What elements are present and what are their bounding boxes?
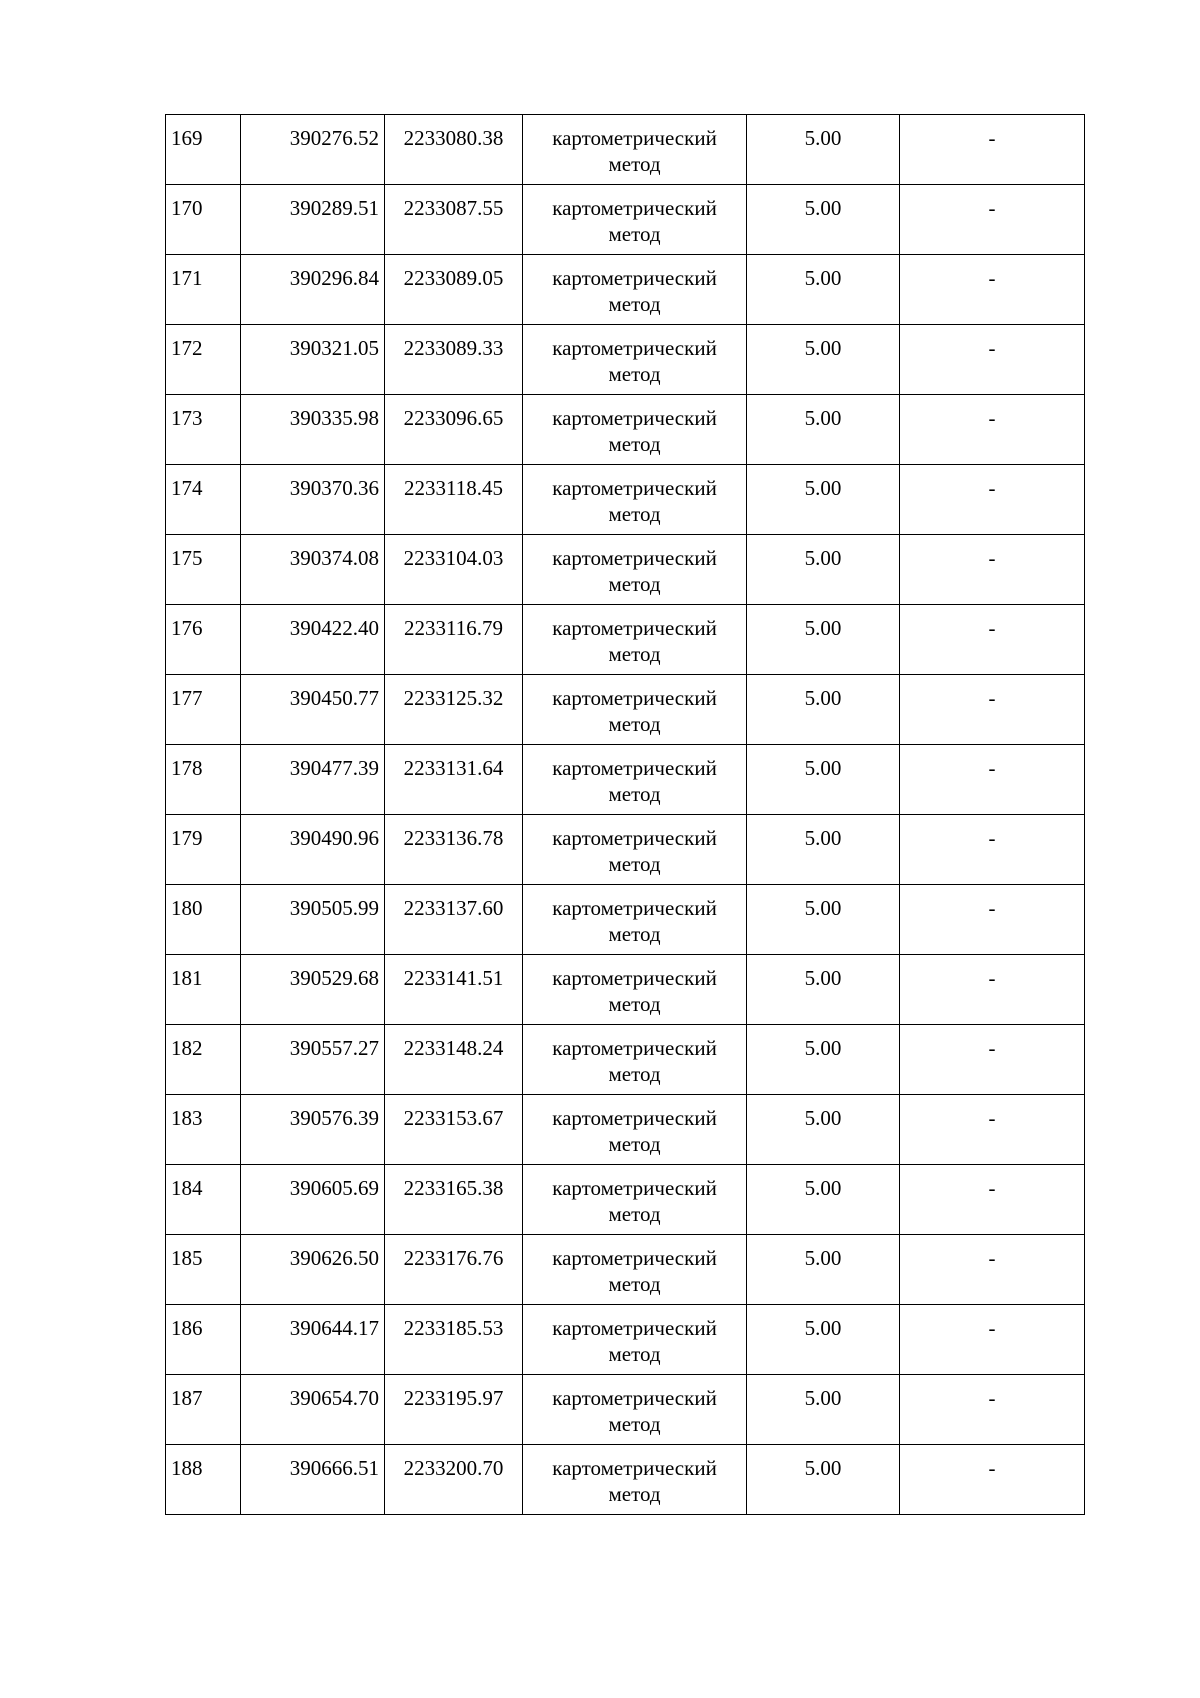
accuracy-cell: 5.00 xyxy=(747,1235,900,1305)
point-number-cell: 178 xyxy=(166,745,241,815)
method-cell: картометрический метод xyxy=(523,465,747,535)
description-cell: - xyxy=(900,255,1085,325)
description-cell: - xyxy=(900,325,1085,395)
point-number-cell: 169 xyxy=(166,115,241,185)
x-coordinate-cell: 390289.51 xyxy=(241,185,385,255)
y-coordinate-cell: 2233080.38 xyxy=(385,115,523,185)
table-row xyxy=(166,1025,1085,1095)
y-coordinate-cell: 2233131.64 xyxy=(385,745,523,815)
accuracy-cell: 5.00 xyxy=(747,325,900,395)
table-row xyxy=(166,465,1085,535)
table-row xyxy=(166,885,1085,955)
table-row xyxy=(166,955,1085,1025)
point-number-cell: 187 xyxy=(166,1375,241,1445)
x-coordinate-cell: 390654.70 xyxy=(241,1375,385,1445)
method-cell: картометрический метод xyxy=(523,605,747,675)
method-cell: картометрический метод xyxy=(523,815,747,885)
description-cell: - xyxy=(900,1095,1085,1165)
y-coordinate-cell: 2233153.67 xyxy=(385,1095,523,1165)
method-cell: картометрический метод xyxy=(523,1025,747,1095)
accuracy-cell: 5.00 xyxy=(747,675,900,745)
accuracy-cell: 5.00 xyxy=(747,1165,900,1235)
point-number-cell: 170 xyxy=(166,185,241,255)
method-cell: картометрический метод xyxy=(523,115,747,185)
y-coordinate-cell: 2233096.65 xyxy=(385,395,523,465)
table-row xyxy=(166,1165,1085,1235)
y-coordinate-cell: 2233195.97 xyxy=(385,1375,523,1445)
y-coordinate-cell: 2233089.05 xyxy=(385,255,523,325)
y-coordinate-cell: 2233136.78 xyxy=(385,815,523,885)
x-coordinate-cell: 390626.50 xyxy=(241,1235,385,1305)
accuracy-cell: 5.00 xyxy=(747,535,900,605)
x-coordinate-cell: 390321.05 xyxy=(241,325,385,395)
description-cell: - xyxy=(900,1375,1085,1445)
table-row xyxy=(166,605,1085,675)
x-coordinate-cell: 390370.36 xyxy=(241,465,385,535)
table-row xyxy=(166,1235,1085,1305)
point-number-cell: 188 xyxy=(166,1445,241,1515)
description-cell: - xyxy=(900,465,1085,535)
method-cell: картометрический метод xyxy=(523,185,747,255)
x-coordinate-cell: 390374.08 xyxy=(241,535,385,605)
method-cell: картометрический метод xyxy=(523,1095,747,1165)
y-coordinate-cell: 2233185.53 xyxy=(385,1305,523,1375)
point-number-cell: 173 xyxy=(166,395,241,465)
point-number-cell: 185 xyxy=(166,1235,241,1305)
point-number-cell: 172 xyxy=(166,325,241,395)
description-cell: - xyxy=(900,955,1085,1025)
accuracy-cell: 5.00 xyxy=(747,605,900,675)
x-coordinate-cell: 390450.77 xyxy=(241,675,385,745)
table-row xyxy=(166,185,1085,255)
table-row xyxy=(166,255,1085,325)
y-coordinate-cell: 2233089.33 xyxy=(385,325,523,395)
table-row xyxy=(166,1445,1085,1515)
method-cell: картометрический метод xyxy=(523,535,747,605)
point-number-cell: 176 xyxy=(166,605,241,675)
y-coordinate-cell: 2233116.79 xyxy=(385,605,523,675)
y-coordinate-cell: 2233148.24 xyxy=(385,1025,523,1095)
y-coordinate-cell: 2233165.38 xyxy=(385,1165,523,1235)
accuracy-cell: 5.00 xyxy=(747,395,900,465)
method-cell: картометрический метод xyxy=(523,1165,747,1235)
description-cell: - xyxy=(900,885,1085,955)
table-row xyxy=(166,675,1085,745)
x-coordinate-cell: 390576.39 xyxy=(241,1095,385,1165)
x-coordinate-cell: 390644.17 xyxy=(241,1305,385,1375)
y-coordinate-cell: 2233200.70 xyxy=(385,1445,523,1515)
y-coordinate-cell: 2233125.32 xyxy=(385,675,523,745)
accuracy-cell: 5.00 xyxy=(747,1025,900,1095)
method-cell: картометрический метод xyxy=(523,1375,747,1445)
description-cell: - xyxy=(900,1165,1085,1235)
accuracy-cell: 5.00 xyxy=(747,115,900,185)
description-cell: - xyxy=(900,1445,1085,1515)
accuracy-cell: 5.00 xyxy=(747,955,900,1025)
x-coordinate-cell: 390490.96 xyxy=(241,815,385,885)
table-row xyxy=(166,395,1085,465)
method-cell: картометрический метод xyxy=(523,955,747,1025)
point-number-cell: 181 xyxy=(166,955,241,1025)
point-number-cell: 175 xyxy=(166,535,241,605)
method-cell: картометрический метод xyxy=(523,255,747,325)
description-cell: - xyxy=(900,185,1085,255)
method-cell: картометрический метод xyxy=(523,675,747,745)
method-cell: картометрический метод xyxy=(523,1445,747,1515)
x-coordinate-cell: 390557.27 xyxy=(241,1025,385,1095)
x-coordinate-cell: 390477.39 xyxy=(241,745,385,815)
description-cell: - xyxy=(900,745,1085,815)
description-cell: - xyxy=(900,815,1085,885)
y-coordinate-cell: 2233087.55 xyxy=(385,185,523,255)
table-row xyxy=(166,535,1085,605)
accuracy-cell: 5.00 xyxy=(747,885,900,955)
point-number-cell: 177 xyxy=(166,675,241,745)
point-number-cell: 174 xyxy=(166,465,241,535)
point-number-cell: 179 xyxy=(166,815,241,885)
description-cell: - xyxy=(900,1025,1085,1095)
description-cell: - xyxy=(900,535,1085,605)
table-row xyxy=(166,1095,1085,1165)
accuracy-cell: 5.00 xyxy=(747,255,900,325)
table-row xyxy=(166,745,1085,815)
description-cell: - xyxy=(900,1305,1085,1375)
y-coordinate-cell: 2233137.60 xyxy=(385,885,523,955)
table-row xyxy=(166,325,1085,395)
accuracy-cell: 5.00 xyxy=(747,1095,900,1165)
table-row xyxy=(166,1375,1085,1445)
description-cell: - xyxy=(900,1235,1085,1305)
method-cell: картометрический метод xyxy=(523,745,747,815)
method-cell: картометрический метод xyxy=(523,1305,747,1375)
table-row xyxy=(166,815,1085,885)
x-coordinate-cell: 390296.84 xyxy=(241,255,385,325)
table-row xyxy=(166,1305,1085,1375)
table-row xyxy=(166,115,1085,185)
method-cell: картометрический метод xyxy=(523,395,747,465)
accuracy-cell: 5.00 xyxy=(747,465,900,535)
method-cell: картометрический метод xyxy=(523,1235,747,1305)
accuracy-cell: 5.00 xyxy=(747,1305,900,1375)
x-coordinate-cell: 390666.51 xyxy=(241,1445,385,1515)
description-cell: - xyxy=(900,115,1085,185)
point-number-cell: 182 xyxy=(166,1025,241,1095)
accuracy-cell: 5.00 xyxy=(747,745,900,815)
accuracy-cell: 5.00 xyxy=(747,185,900,255)
point-number-cell: 180 xyxy=(166,885,241,955)
point-number-cell: 171 xyxy=(166,255,241,325)
point-number-cell: 184 xyxy=(166,1165,241,1235)
method-cell: картометрический метод xyxy=(523,885,747,955)
coordinates-table xyxy=(165,114,1085,1515)
point-number-cell: 186 xyxy=(166,1305,241,1375)
x-coordinate-cell: 390605.69 xyxy=(241,1165,385,1235)
y-coordinate-cell: 2233104.03 xyxy=(385,535,523,605)
y-coordinate-cell: 2233176.76 xyxy=(385,1235,523,1305)
x-coordinate-cell: 390276.52 xyxy=(241,115,385,185)
description-cell: - xyxy=(900,675,1085,745)
x-coordinate-cell: 390529.68 xyxy=(241,955,385,1025)
accuracy-cell: 5.00 xyxy=(747,1445,900,1515)
y-coordinate-cell: 2233141.51 xyxy=(385,955,523,1025)
coordinates-table-body xyxy=(166,115,1085,1515)
point-number-cell: 183 xyxy=(166,1095,241,1165)
y-coordinate-cell: 2233118.45 xyxy=(385,465,523,535)
accuracy-cell: 5.00 xyxy=(747,1375,900,1445)
description-cell: - xyxy=(900,605,1085,675)
accuracy-cell: 5.00 xyxy=(747,815,900,885)
x-coordinate-cell: 390505.99 xyxy=(241,885,385,955)
description-cell: - xyxy=(900,395,1085,465)
method-cell: картометрический метод xyxy=(523,325,747,395)
x-coordinate-cell: 390422.40 xyxy=(241,605,385,675)
x-coordinate-cell: 390335.98 xyxy=(241,395,385,465)
